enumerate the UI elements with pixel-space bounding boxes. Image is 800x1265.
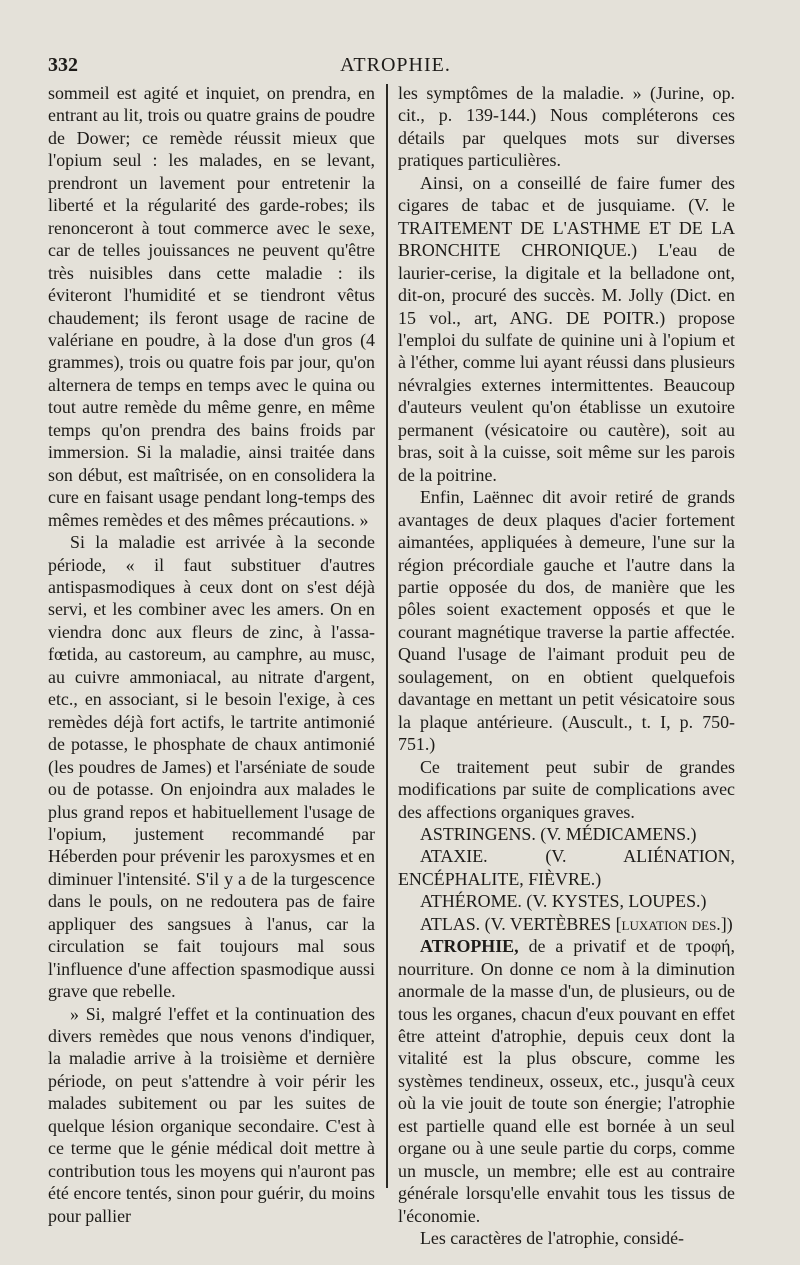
dictionary-entry xyxy=(398,890,735,912)
entry-reference: (V. MÉDICAMENS.) xyxy=(540,823,697,844)
entry-term: ATLAS. xyxy=(420,913,481,934)
page-header xyxy=(48,54,743,80)
dictionary-entry xyxy=(398,913,735,935)
paragraph: sommeil est agité et inquiet, on prendra, en entrant au lit, trois ou quatre grains de poudre de Dower; ce remède réussit mieux que l'opium seul : les malades, en se levant, prendront un lavement pour entretenir la liberté et la régularité des garde-robes; ils renonceront à tout commerce avec le sexe, car de telles jouissances ne peuvent qu'être très nuisibles dans cette maladie : ils éviteront l'humidité et se tiendront vêtus chaudement; ils feront usage de racine de valériane en poudre, à la dose d'un gros (4 grammes), trois ou quatre fois par jour, qu'on alternera de temps en temps avec le quina ou tout autre remède du même genre, en même temps qu'on prendra des bains froids par immersion. Si la maladie, ainsi traitée dans son début, est maîtrisée, on en consolidera la cure en faisant usage pendant long-temps des mêmes remèdes et des mêmes précautions. » xyxy=(48,83,375,530)
dictionary-entry xyxy=(398,845,735,890)
entry-reference: (V. VERTÈBRES [luxation des.]) xyxy=(484,913,733,934)
dictionary-entry xyxy=(398,823,735,845)
paragraph: Ainsi, on a conseillé de faire fumer des cigares de tabac et de jusquiame. (V. le TRAITEMENT DE L'ASTHME ET DE LA BRONCHITE CHRONIQUE.) L'eau de laurier-cerise, la digitale et la belladone ont, dit-on, procuré des succès. M. Jolly (Dict. en 15 vol., art, ANG. DE POITR.) propose l'emploi du sulfate de quinine uni à l'opium et à l'éther, comme lui ayant réussi dans plusieurs névralgies externes intermittentes. Beaucoup d'auteurs veulent qu'on établisse un exutoire permanent (vésicatoire ou cautère), soit au bras, soit à la cuisse, soit même sur les parois de la poitrine. xyxy=(398,172,735,485)
dictionary-entry-atrophie xyxy=(398,935,735,1227)
running-title: ATROPHIE. xyxy=(340,54,451,76)
entry-term: ATHÉROME. xyxy=(420,891,522,912)
paragraph: les symptômes de la maladie. » (Jurine, op. cit., p. 139-144.) Nous compléterons ces détails par quelques mots sur diverses pratiques particulières. xyxy=(398,83,735,171)
paragraph: Ce traitement peut subir de grandes modifications par suite de complications avec des affections organiques graves. xyxy=(398,756,735,822)
entry-term: ASTRINGENS. xyxy=(420,823,536,844)
entry-reference: (V. KYSTES, LOUPES.) xyxy=(526,891,707,912)
paragraph: Enfin, Laënnec dit avoir retiré de grands avantages de deux plaques d'acier fortement aimantées, appliquées à demeure, l'une sur la région précordiale gauche et l'autre dans la partie opposée du dos, de manière que les pôles soient exactement opposés et que le courant magnétique traverse la partie affectée. Quand l'usage de l'aimant produit peu de soulagement, on en obtient quelquefois davantage en mettant un petit vésicatoire sous la plaque antérieure. (Auscult., t. I, p. 750-751.) xyxy=(398,487,735,755)
paragraph: Si la maladie est arrivée à la seconde période, « il faut substituer d'autres antispasmodiques à ceux dont on s'est déjà servi, et les combiner avec les amers. On en viendra donc aux fleurs de zinc, à l'assa-fœtida, au castoreum, au camphre, au musc, au cuivre ammoniacal, au nitrate d'argent, etc., en associant, si le besoin l'exige, à ces remèdes déjà fort actifs, le tartrite antimonié de potasse, le phosphate de chaux antimonié (les poudres de James) et l'arséniate de soude ou de potasse. On enjoindra aux malades le plus grand repos et habituellement l'usage de l'opium, justement recommandé par Héberden pour prévenir les paroxysmes et en diminuer l'intensité. S'il y a de la turgescence dans le pouls, on ne redoutera pas de faire appliquer des sangsues à l'anus, car la circulation se fait toujours mal sous l'influence d'une affection spasmodique aussi grave que rebelle. xyxy=(48,532,375,1002)
left-column xyxy=(48,82,375,1227)
entry-definition: de a privatif et de τροφή, nourriture. On donne ce nom à la diminution anormale de la masse d'un, de plusieurs, ou de tous les organes, chacun d'eux pouvant en effet être atteint d'atrophie, depuis ceux dont la vitalité est la plus obscure, comme les systèmes tendineux, osseux, etc., jusqu'à ceux où la vie jouit de toute son énergie; l'atrophie est partielle quand elle est bornée à un seul organe ou à une seule partie du corps, comme un muscle, un membre; elle est au contraire générale lorsqu'elle envahit tous les tissus de l'économie. xyxy=(398,936,735,1226)
entry-term: ATROPHIE, xyxy=(420,936,519,957)
column-rule xyxy=(386,84,388,1188)
page-number: 332 xyxy=(48,54,78,76)
paragraph: » Si, malgré l'effet et la continuation des divers remèdes que nous venons d'indiquer, la maladie arrive à la troisième et dernière période, on peut s'attendre à voir périr les malades subitement ou par les suites de quelque lésion organique secondaire. C'est à ce terme que le génie médical doit mettre à contribution tous les moyens qui n'auront pas été encore tentés, sinon pour guérir, du moins pour pallier xyxy=(48,1003,375,1226)
paragraph: Les caractères de l'atrophie, considé- xyxy=(420,1228,684,1249)
right-column xyxy=(398,82,735,1250)
entry-term: ATAXIE. xyxy=(420,846,488,867)
entry-reference: (V. ALIÉNATION, ENCÉPHALITE, FIÈVRE.) xyxy=(398,846,735,889)
